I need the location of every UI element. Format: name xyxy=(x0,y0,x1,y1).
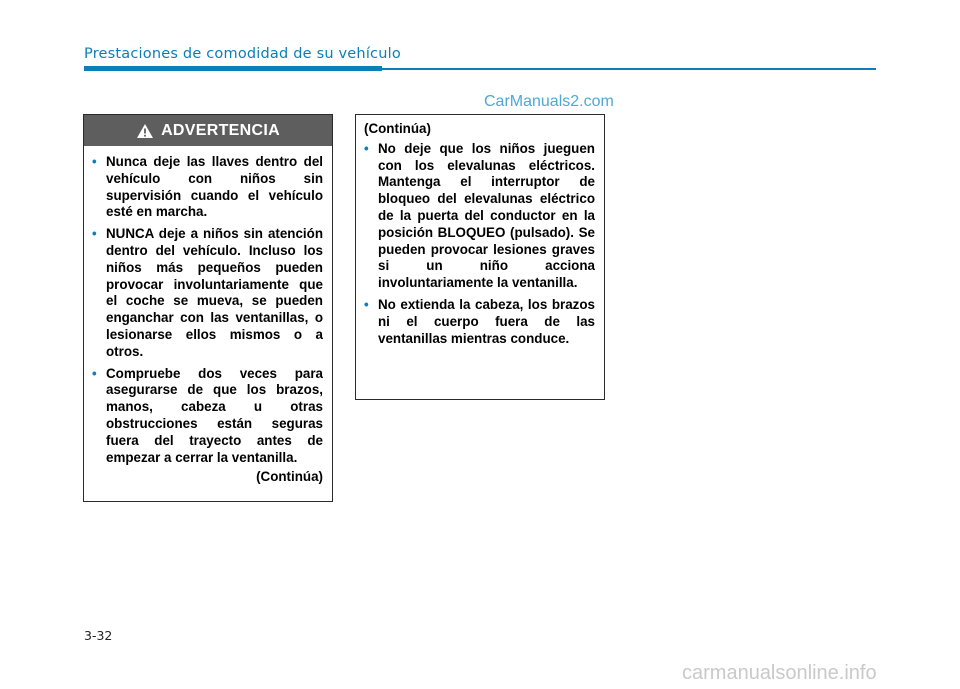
warning-box-header xyxy=(84,115,332,146)
list-item xyxy=(92,154,323,221)
continued-box-body xyxy=(356,115,604,347)
continues-note: (Continúa) xyxy=(256,469,323,485)
list-item-text: Nunca deje las llaves dentro del vehículo con niños sin supervisión cuando el vehículo esté en marcha. xyxy=(106,154,323,220)
bullet-icon: • xyxy=(364,140,369,156)
warning-box-heading: ADVERTENCIA xyxy=(161,121,280,139)
list-item xyxy=(364,297,595,347)
bullet-icon: • xyxy=(92,226,97,242)
page-number: 3-32 xyxy=(84,628,113,643)
watermark-top: CarManuals2.com xyxy=(484,93,614,110)
list-item xyxy=(92,226,323,360)
continued-list xyxy=(364,141,595,348)
list-item-text: No deje que los niños jueguen con los elevalunas eléctricos. Mantenga el interruptor de bloqueo del elevalunas eléctrico de la puerta del conductor en la posición BLOQUEO (pulsado). Se pueden provocar lesiones graves si un niño acciona involuntariamente la ventanilla. xyxy=(378,140,595,291)
list-item-text: NUNCA deje a niños sin atención dentro del vehículo. Incluso los niños más pequeños pueden provocar involuntariamente que el coche se mueva, se pueden enganchar con las ventanillas, o lesionarse ellos mismos o a otros. xyxy=(106,226,323,359)
warning-triangle-icon xyxy=(136,123,154,139)
warning-box xyxy=(83,114,333,502)
warning-box-body xyxy=(84,146,332,486)
list-item xyxy=(364,141,595,292)
header-rule-thin xyxy=(382,68,876,70)
bullet-icon: • xyxy=(364,296,369,312)
list-item xyxy=(92,366,323,467)
list-item-text: No extienda la cabeza, los brazos ni el cuerpo fuera de las ventanillas mientras conduce. xyxy=(378,296,595,346)
continued-warning-box xyxy=(355,114,605,400)
watermark-bottom: carmanualsonline.info xyxy=(682,662,877,684)
header-rule-thick xyxy=(84,66,382,71)
list-item-text: Compruebe dos veces para asegurarse de que los brazos, manos, cabeza u otras obstrucciones están seguras fuera del trayecto antes de empezar a cerrar la ventanilla. xyxy=(106,365,323,465)
continued-heading: (Continúa) xyxy=(364,121,431,136)
bullet-icon: • xyxy=(92,365,97,381)
section-header-title: Prestaciones de comodidad de su vehículo xyxy=(84,46,401,62)
warning-list xyxy=(92,154,323,466)
bullet-icon: • xyxy=(92,154,97,169)
